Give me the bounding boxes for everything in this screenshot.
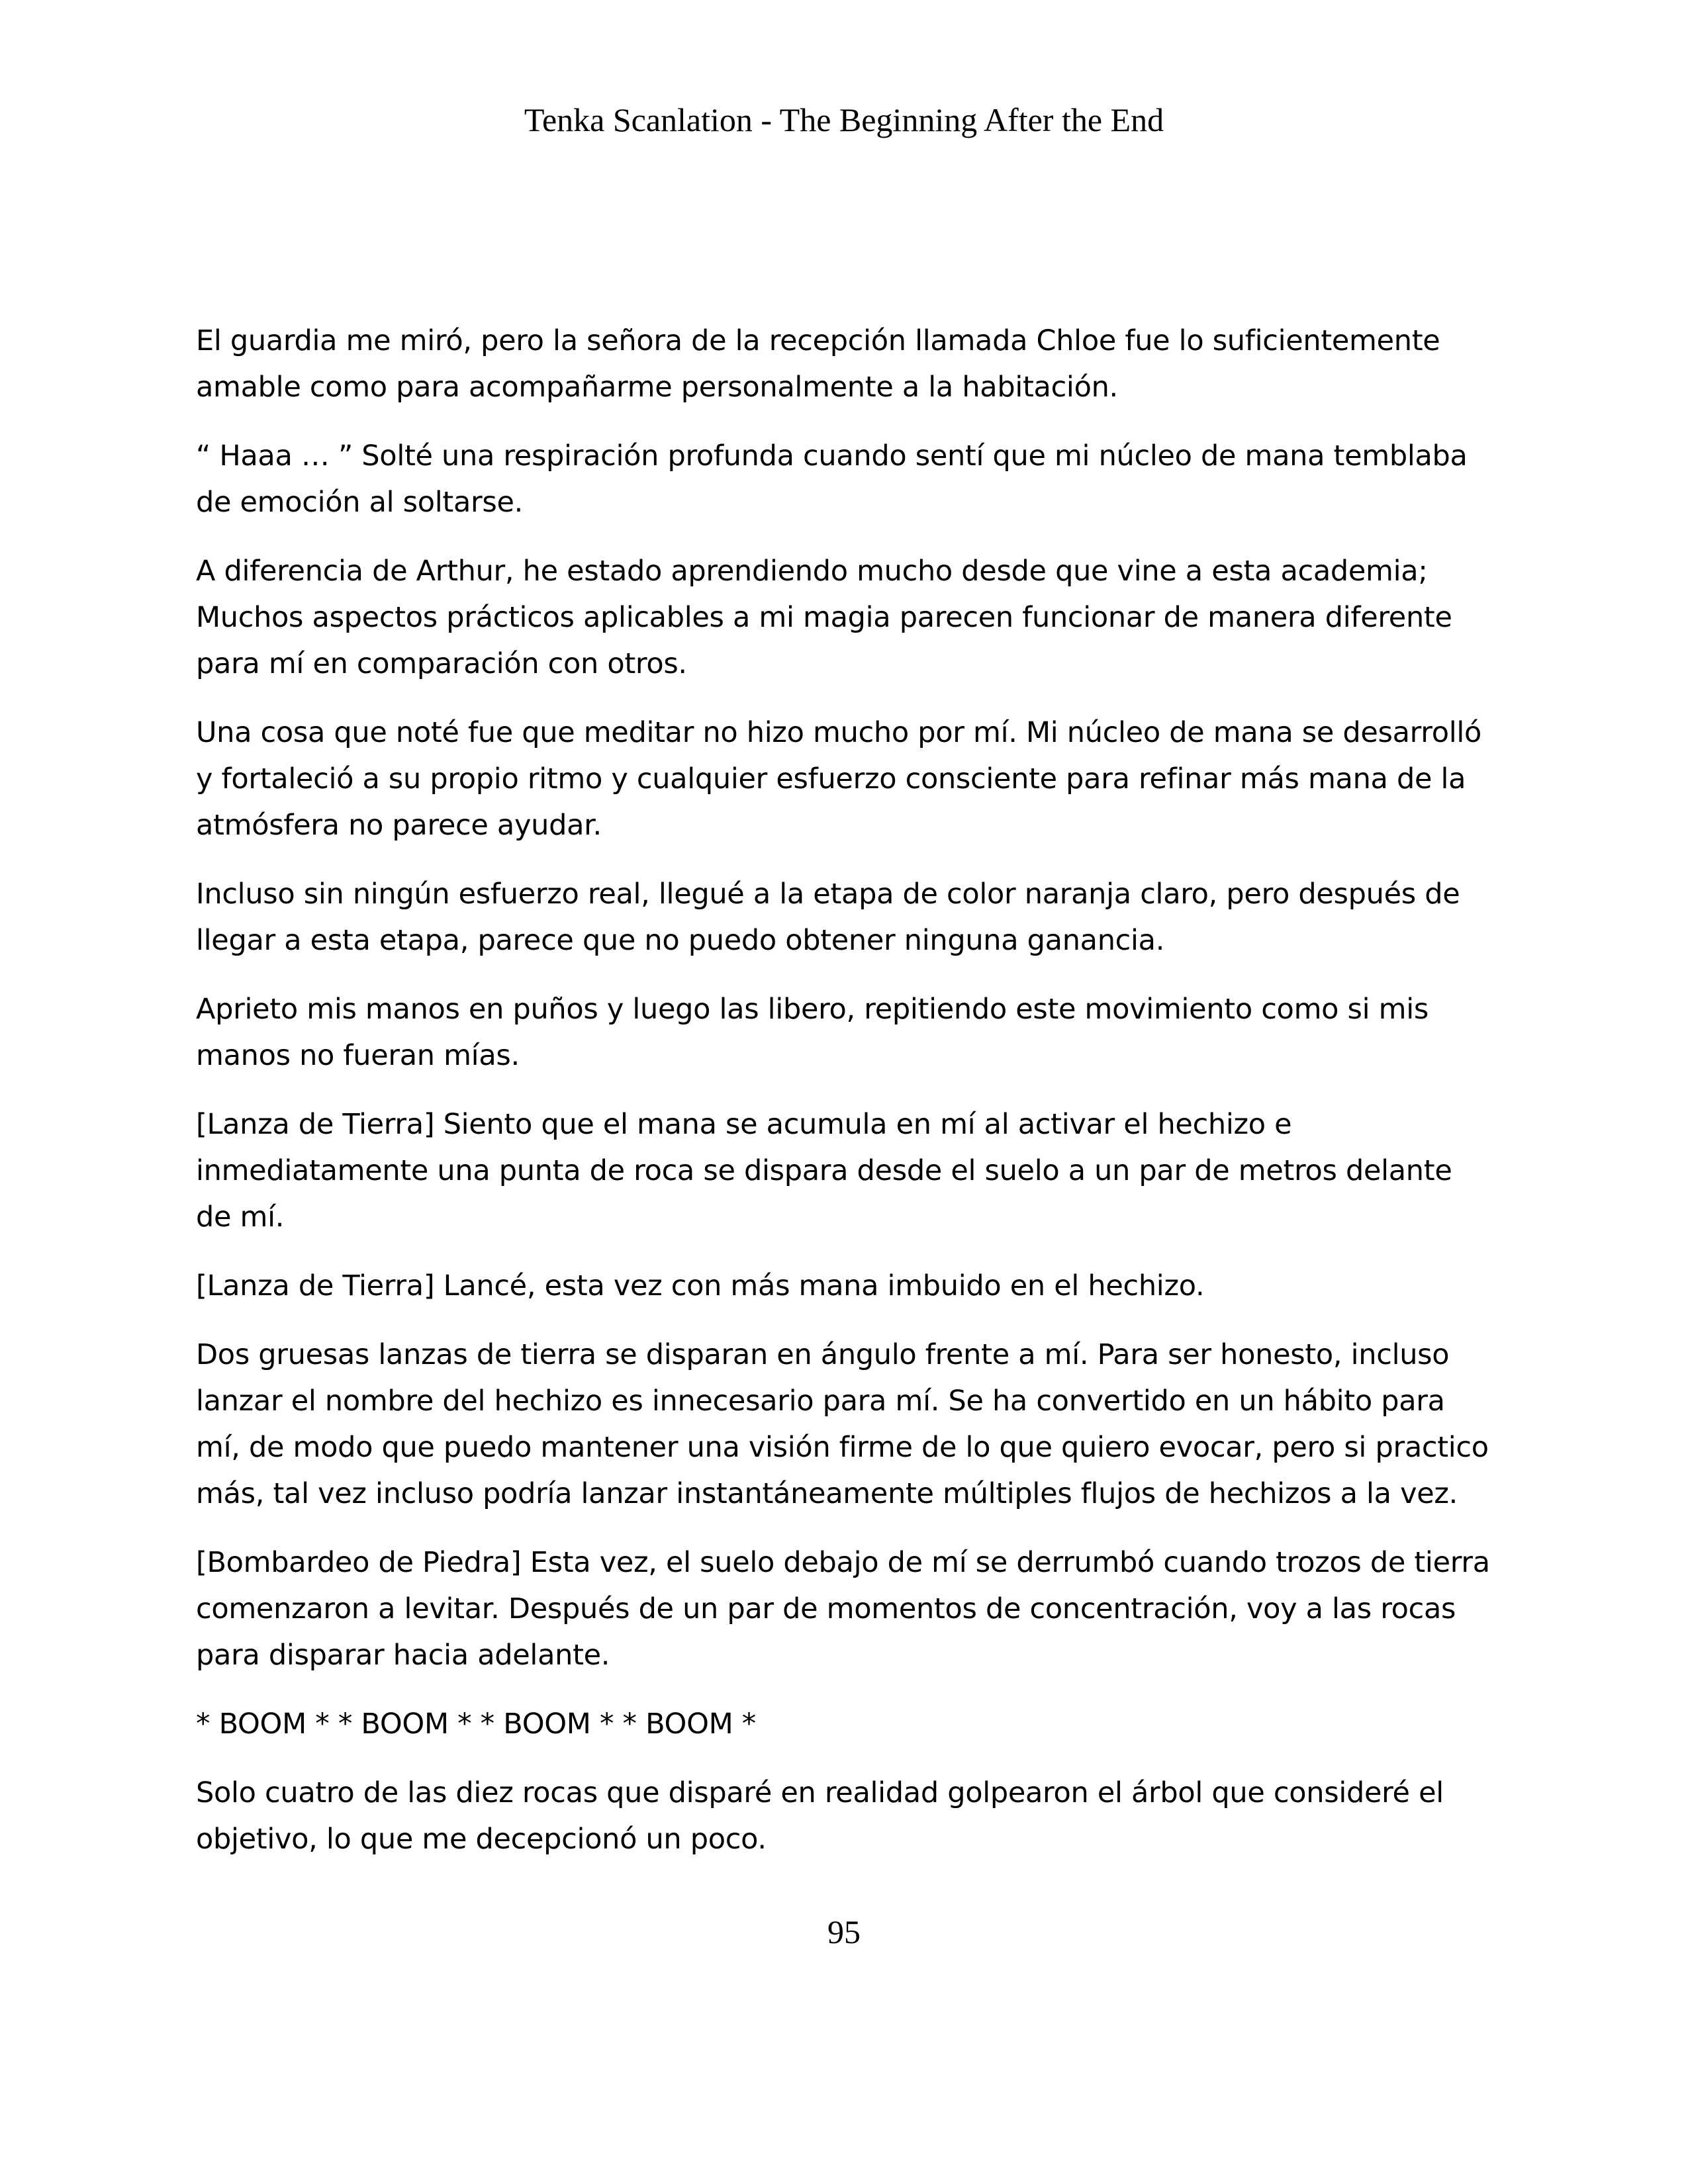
paragraph: [Lanza de Tierra] Siento que el mana se acumula en mí al activar el hechizo e inmediatamente una punta de roca se dispara desde el suelo a un par de metros delante de mí. (196, 1108, 1452, 1234)
paragraph: [Lanza de Tierra] Lancé, esta vez con más mana imbuido en el hechizo. (196, 1269, 1205, 1302)
paragraph: El guardia me miró, pero la señora de la recepción llamada Chloe fue lo suficientemente amable como para acompañarme personalmente a la habitación. (196, 324, 1440, 404)
page-header-title: Tenka Scanlation - The Beginning After the End (524, 101, 1164, 138)
body-text (196, 318, 1493, 1885)
paragraph: * BOOM * * BOOM * * BOOM * * BOOM * (196, 1707, 756, 1741)
paragraph: Dos gruesas lanzas de tierra se disparan en ángulo frente a mí. Para ser honesto, incluso lanzar el nombre del hechizo es innecesario para mí. Se ha convertido en un hábito para mí, de modo que puedo mantener una visión firme de lo que quiero evocar, pero si practico más, tal vez incluso podría lanzar instantáneamente múltiples flujos de hechizos a la vez. (196, 1338, 1489, 1510)
paragraph: Incluso sin ningún esfuerzo real, llegué a la etapa de color naranja claro, pero después de llegar a esta etapa, parece que no puedo obtener ninguna ganancia. (196, 878, 1460, 957)
page-number: 95 (827, 1913, 861, 1950)
paragraph: Una cosa que noté fue que meditar no hizo mucho por mí. Mi núcleo de mana se desarrolló y fortaleció a su propio ritmo y cualquier esfuerzo consciente para refinar más mana de la atmósfera no parece ayudar. (196, 716, 1482, 842)
paragraph: A diferencia de Arthur, he estado aprendiendo mucho desde que vine a esta academia; Muchos aspectos prácticos aplicables a mi magia parecen funcionar de manera diferente para mí en comparación con otros. (196, 555, 1452, 680)
paragraph: Aprieto mis manos en puños y luego las libero, repitiendo este movimiento como si mis manos no fueran mías. (196, 993, 1429, 1072)
paragraph: “ Haaa … ” Solté una respiración profunda cuando sentí que mi núcleo de mana temblaba de emoción al soltarse. (196, 439, 1468, 519)
paragraph: Solo cuatro de las diez rocas que disparé en realidad golpearon el árbol que consideré el objetivo, lo que me decepcionó un poco. (196, 1776, 1444, 1856)
paragraph: [Bombardeo de Piedra] Esta vez, el suelo debajo de mí se derrumbó cuando trozos de tierra comenzaron a levitar. Después de un par de momentos de concentración, voy a las rocas para disparar hacia adelante. (196, 1546, 1490, 1672)
